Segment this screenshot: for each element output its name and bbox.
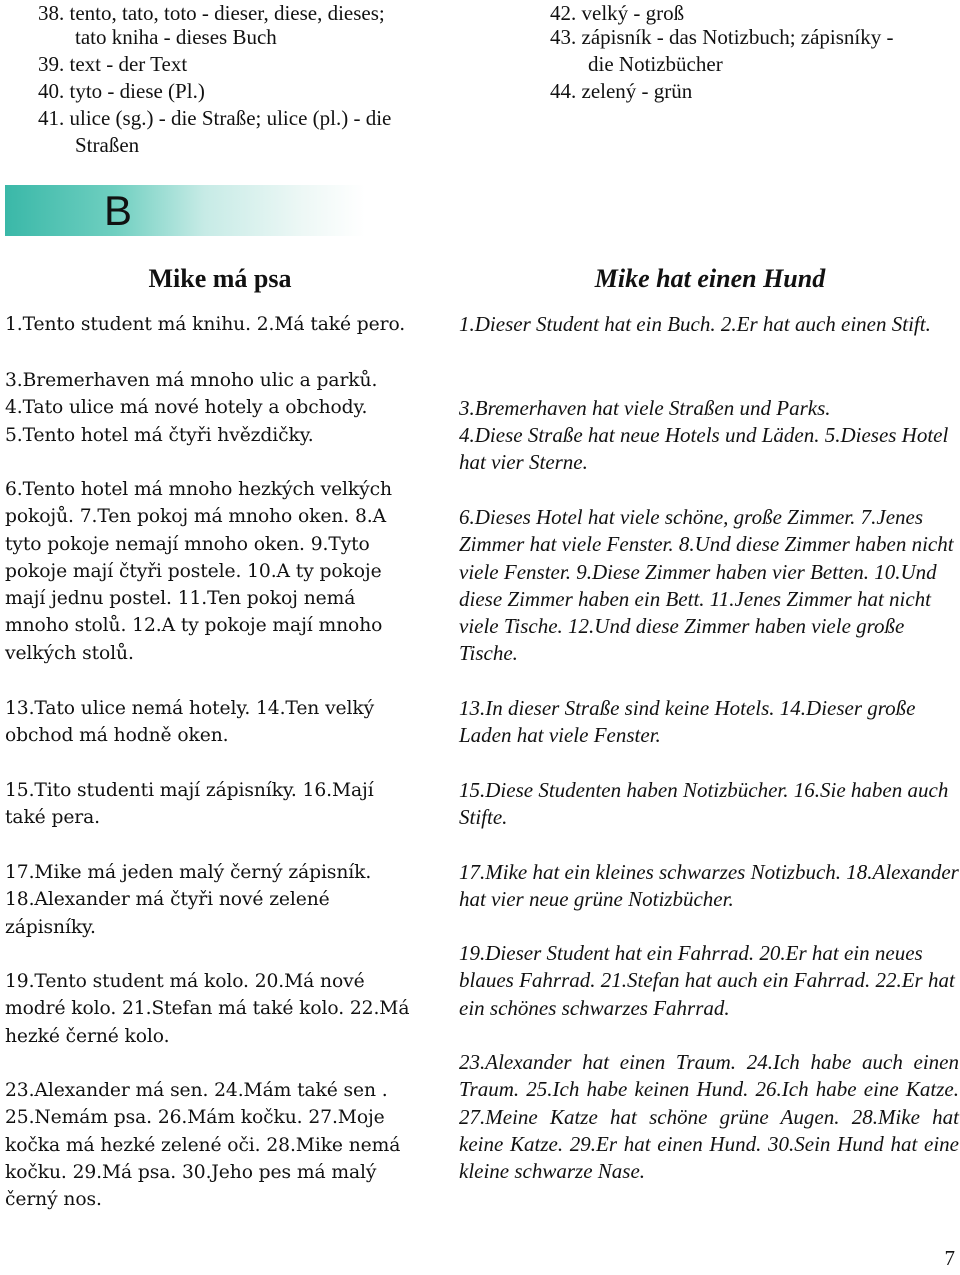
vocab-line: 39. text - der Text bbox=[38, 52, 188, 76]
vocab-line: 43. zápisník - das Notizbuch; zápisníky - bbox=[550, 25, 894, 49]
vocab-line: 41. ulice (sg.) - die Straße; ulice (pl.) - die bbox=[38, 106, 392, 130]
german-paragraph: 3.Bremerhaven hat viele Straßen und Parks. bbox=[459, 396, 831, 420]
czech-paragraph: 17.Mike má jeden malý černý zápisník. 18.Alexander má čtyři nové zelené zápisníky. bbox=[5, 862, 372, 938]
vocab-item bbox=[550, 78, 692, 105]
vocab-item bbox=[550, 24, 894, 51]
vocab-item-continuation bbox=[75, 132, 139, 159]
german-paragraph: 1.Dieser Student hat ein Buch. 2.Er hat auch einen Stift. bbox=[459, 312, 931, 336]
german-paragraph: 23.Alexander hat einen Traum. 24.Ich habe auch einen Traum. 25.Ich habe keinen Hund. 26.Ich habe eine Katze. 27.Meine Katze hat schöne grüne Augen. 28.Mike hat keine Katze. 29.Er hat einen Hund. 30.Sein Hund hat eine kleine schwarze Nase. bbox=[459, 1050, 959, 1184]
czech-paragraph: 3.Bremerhaven má mnoho ulic a parků. 4.Tato ulice má nové hotely a obchody. 5.Tento hotel má čtyři hvězdičky. bbox=[5, 370, 378, 446]
czech-paragraph: 15.Tito studenti mají zápisníky. 16.Mají také pera. bbox=[5, 780, 374, 829]
german-paragraph: 17.Mike hat ein kleines schwarzes Notizbuch. 18.Alexander hat vier neue grüne Notizbücher. bbox=[459, 860, 959, 912]
section-letter: B bbox=[104, 187, 133, 234]
vocab-line: 40. tyto - diese (Pl.) bbox=[38, 79, 205, 103]
czech-paragraph: 23.Alexander má sen. 24.Mám také sen . 25.Nemám psa. 26.Mám kočku. 27.Moje kočka má hezké zelené oči. 28.Mike nemá kočku. 29.Má psa. 30.Jeho pes má malý černý nos. bbox=[5, 1080, 401, 1211]
german-paragraph: 19.Dieser Student hat ein Fahrrad. 20.Er hat ein neues blaues Fahrrad. 21.Stefan hat auch ein Fahrrad. 22.Er hat ein schönes schwarzes Fahrrad. bbox=[459, 941, 955, 1020]
czech-paragraph: 6.Tento hotel má mnoho hezkých velkých pokojů. 7.Ten pokoj má mnoho oken. 8.A tyto pokoje nemají mnoho oken. 9.Tyto pokoje mají čtyři postele. 10.A ty pokoje mají jednu postel. 11.Ten pokoj nemá mnoho stolů. 12.A ty pokoje mají mnoho velkých stolů. bbox=[5, 479, 392, 664]
vocab-item-continuation bbox=[75, 24, 277, 51]
vocab-item bbox=[38, 78, 205, 105]
vocab-line: tato kniha - dieses Buch bbox=[75, 25, 277, 49]
vocab-line: 44. zelený - grün bbox=[550, 79, 693, 103]
section-header-bar bbox=[5, 185, 960, 236]
german-paragraph: 4.Diese Straße hat neue Hotels und Läden. 5.Dieses Hotel hat vier Sterne. bbox=[459, 423, 949, 475]
czech-paragraph: 19.Tento student má kolo. 20.Má nové modré kolo. 21.Stefan má také kolo. 22.Má hezké černé kolo. bbox=[5, 971, 410, 1047]
czech-paragraph: 1.Tento student má knihu. 2.Má také pero. bbox=[5, 314, 406, 335]
vocab-line: 38. tento, tato, toto - dieser, diese, dieses; bbox=[38, 1, 385, 25]
vocab-item-continuation bbox=[588, 51, 723, 78]
vocab-line: Straßen bbox=[75, 133, 140, 157]
czech-paragraph: 13.Tato ulice nemá hotely. 14.Ten velký obchod má hodně oken. bbox=[5, 698, 375, 747]
german-paragraph: 6.Dieses Hotel hat viele schöne, große Zimmer. 7.Jenes Zimmer hat viele Fenster. 8.Und diese Zimmer haben nicht viele Fenster. 9.Diese Zimmer haben vier Betten. 10.Und diese Zimmer haben ein Bett. 11.Jenes Zimmer hat nicht viele Tische. 12.Und diese Zimmer haben viele große Tische. bbox=[459, 505, 954, 666]
vocab-line: 42. velký - groß bbox=[550, 1, 685, 25]
vocab-item bbox=[38, 51, 187, 78]
german-paragraph: 15.Diese Studenten haben Notizbücher. 16.Sie haben auch Stifte. bbox=[459, 778, 949, 830]
german-paragraph: 13.In dieser Straße sind keine Hotels. 14.Dieser große Laden hat viele Fenster. bbox=[459, 696, 916, 748]
vocab-item bbox=[38, 105, 391, 132]
story-title-czech: Mike má psa bbox=[148, 264, 292, 293]
page-number: 7 bbox=[944, 1246, 955, 1270]
story-title-german: Mike hat einen Hund bbox=[594, 264, 826, 293]
vocab-line: die Notizbücher bbox=[588, 52, 723, 76]
